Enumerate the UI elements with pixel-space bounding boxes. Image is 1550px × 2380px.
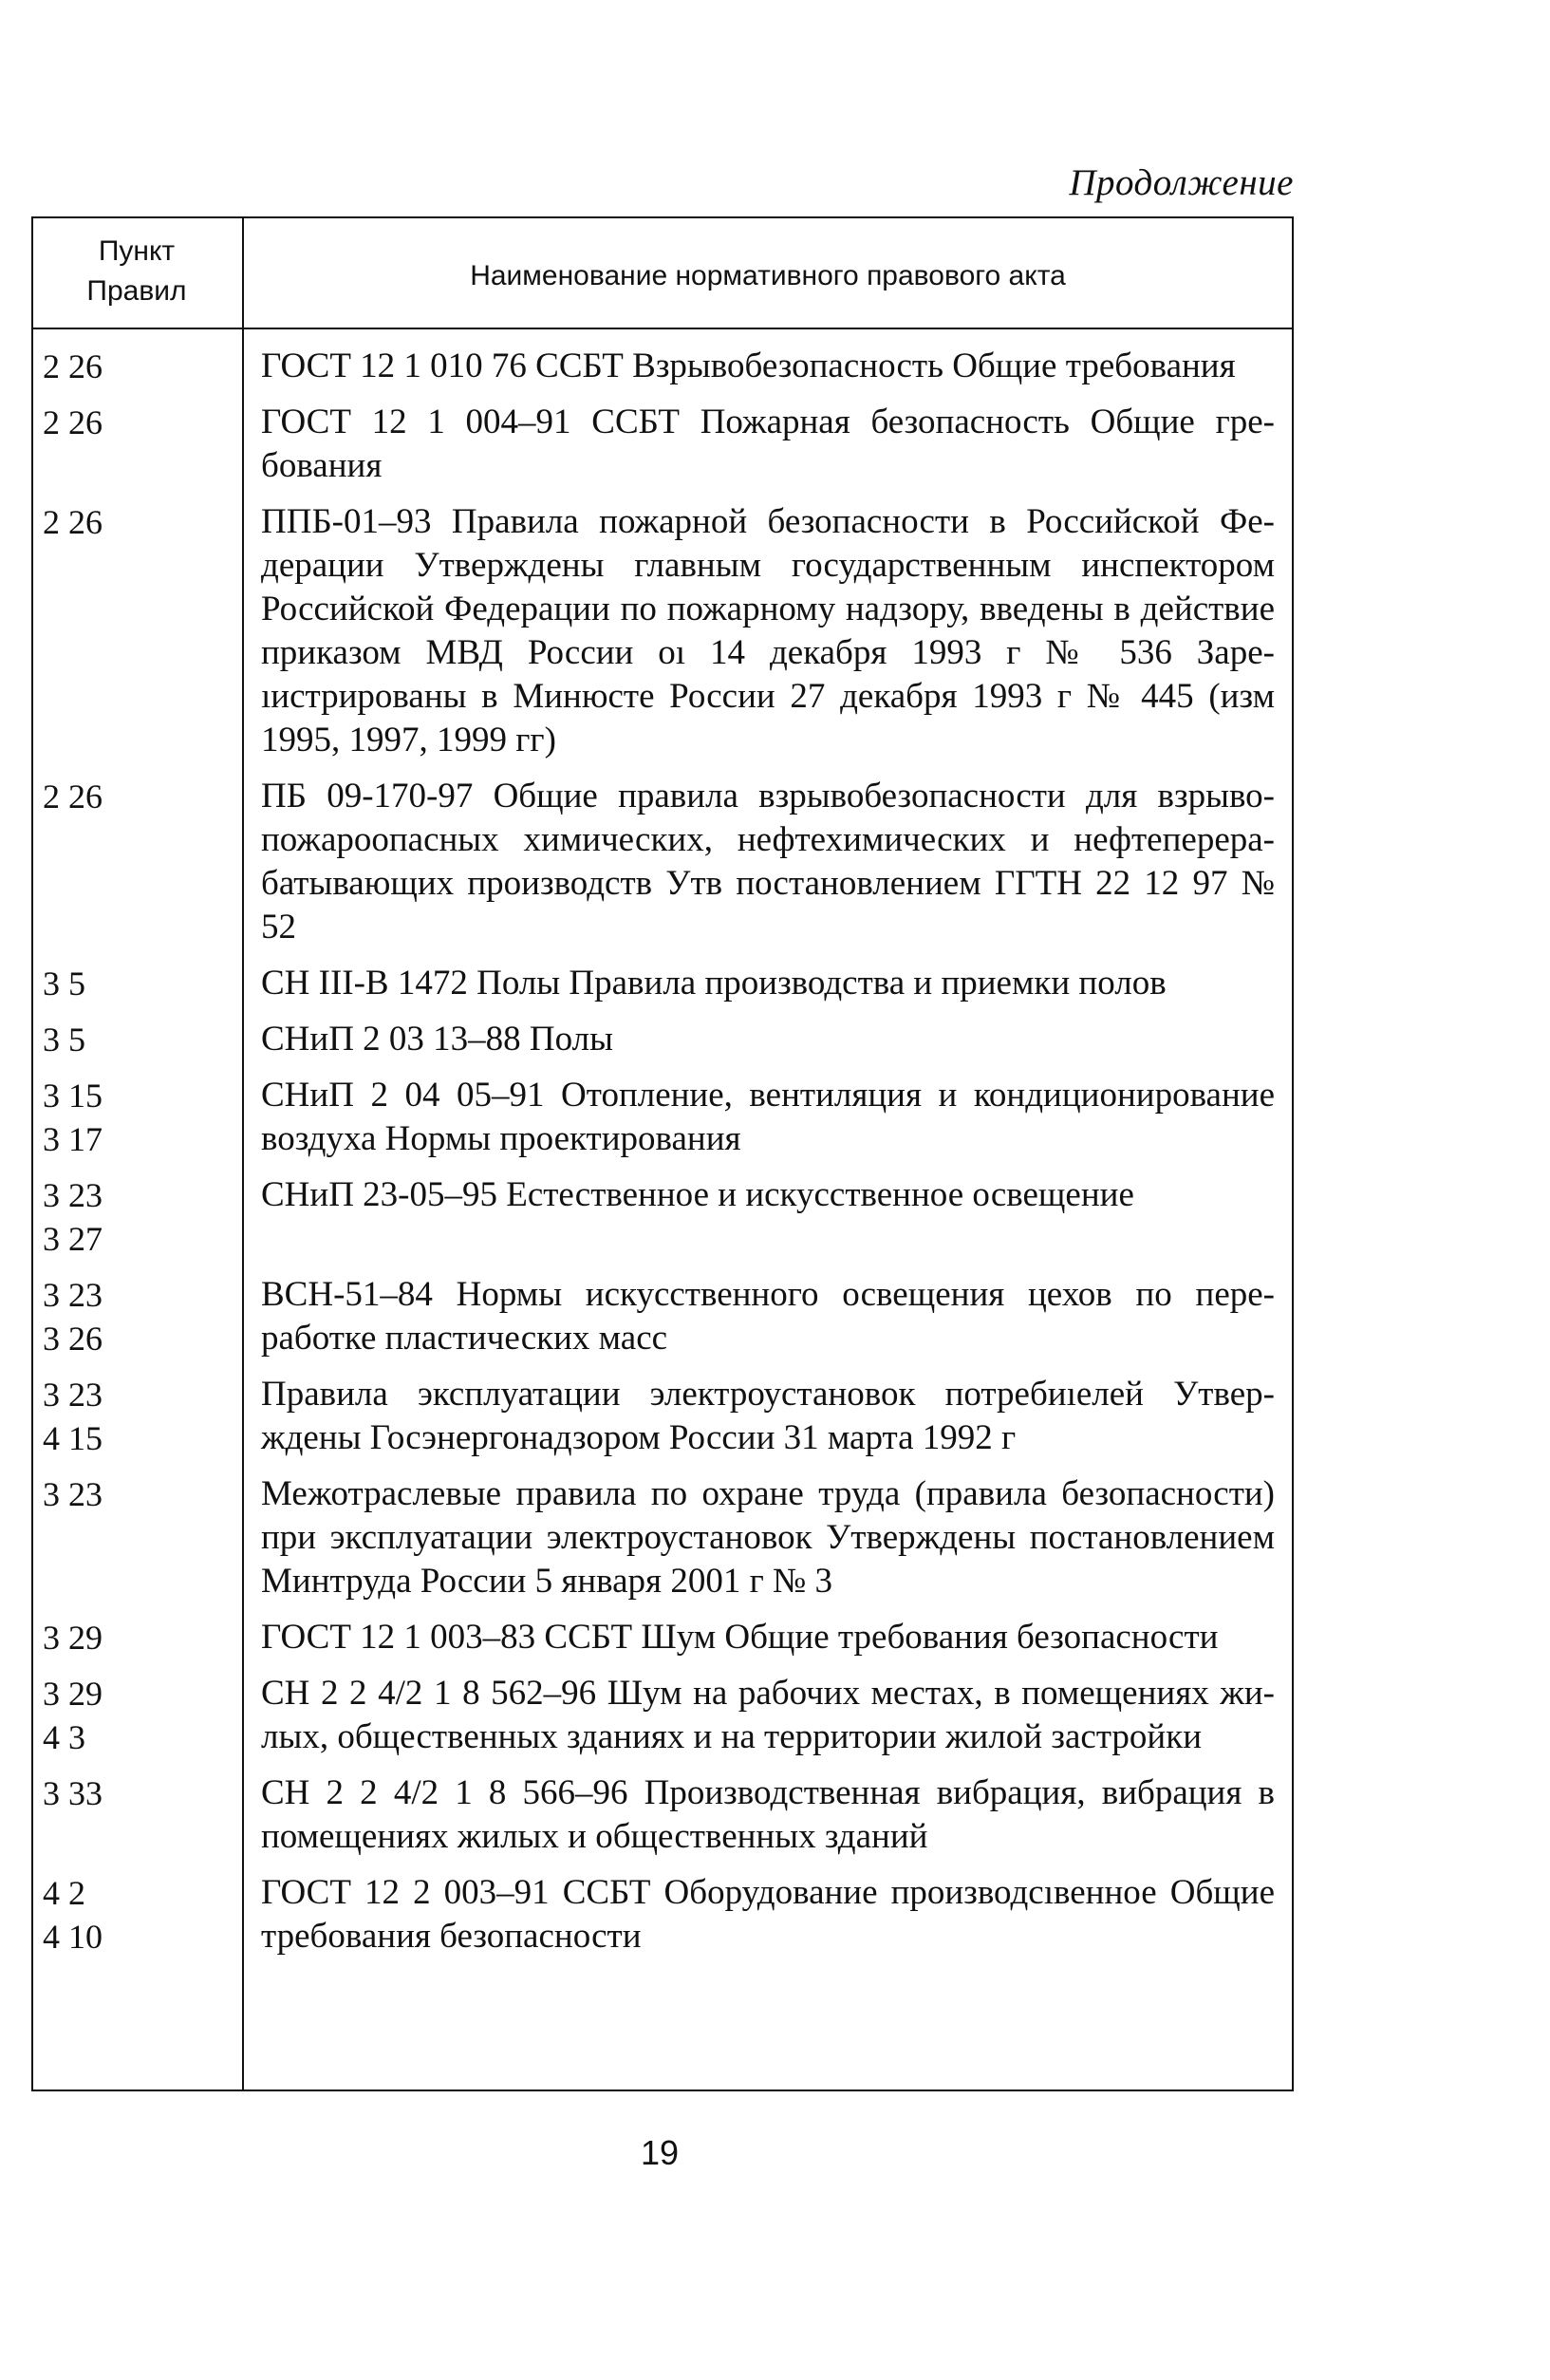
row-point-cell: [31, 1273, 242, 1360]
point-number: 3 17: [43, 1120, 103, 1158]
row-point-cell: [31, 1173, 242, 1261]
row-point-cell: [31, 1074, 242, 1161]
header-point-line1: Пункт: [98, 235, 176, 267]
header-act-column: Наименование нормативного правового акта: [470, 260, 1066, 291]
point-number: 3 5: [43, 1021, 85, 1059]
row-act-cell: СНиП 2 03 13–88 Полы: [261, 1020, 613, 1059]
row-point-cell: [31, 1018, 242, 1061]
point-number: 2 26: [43, 403, 103, 441]
row-point-cell: [31, 345, 242, 388]
norms-table: [31, 216, 1294, 2091]
row-point-cell: [31, 1373, 242, 1460]
point-number: 3 23: [43, 1376, 103, 1414]
table-body: [31, 329, 1294, 1971]
point-number: 2 26: [43, 503, 103, 541]
table-row: [31, 1018, 1294, 1061]
table-row: [31, 500, 1294, 762]
page-number: 19: [640, 2133, 680, 2172]
point-number: 4 10: [43, 1918, 103, 1956]
table-row: [31, 1871, 1294, 1958]
table-row: [31, 1472, 1294, 1603]
point-number: 3 5: [43, 965, 85, 1003]
row-act-cell: СНиП 23-05–95 Естественное и искусственное освещение: [261, 1175, 1134, 1214]
row-point-cell: [31, 500, 242, 544]
table-row: [31, 1074, 1294, 1161]
row-act-cell: СНиП 2 04 05–91 Отопление, вентиляция и кондиционирование воздуха Нормы проектирования: [261, 1076, 1275, 1158]
row-act-cell: СН III-В 1472 Полы Правила производства и приемки полов: [261, 964, 1167, 1003]
row-point-cell: [31, 401, 242, 444]
point-number: 3 15: [43, 1077, 103, 1115]
row-act-cell: ГОСТ 12 1 004–91 ССБТ Пожарная безопасность Общие гребования: [261, 403, 1275, 485]
point-number: 3 26: [43, 1320, 103, 1358]
continuation-label: Продолжение: [1069, 162, 1294, 203]
row-act-cell: ВСН-51–84 Нормы искусственного освещения цехов по переработке пластических масс: [261, 1275, 1275, 1358]
header-point-line2: Правил: [86, 275, 187, 307]
row-act-cell: Правила эксплуатации электроустановок потребиıелей Утверждены Госэнергонадзором России 31 марта 1992 г: [261, 1375, 1275, 1457]
table-row: [31, 1173, 1294, 1261]
row-point-cell: [31, 1771, 242, 1815]
table-row: [31, 1616, 1294, 1659]
table-header: [31, 218, 1294, 329]
header-point-column: [31, 232, 242, 311]
row-act-cell: СН 2 2 4/2 1 8 562–96 Шум на рабочих местах, в помещениях жилых, общественных зданиях и на территории жилой застройки: [261, 1674, 1275, 1756]
point-number: 4 15: [43, 1419, 103, 1457]
point-number: 3 23: [43, 1475, 103, 1513]
point-number: 3 29: [43, 1675, 103, 1713]
row-point-cell: [31, 1616, 242, 1659]
row-point-cell: [31, 775, 242, 818]
row-act-cell: СН 2 2 4/2 1 8 566–96 Производственная вибрация, вибрация в помещениях жилых и общественных зданий: [261, 1773, 1275, 1856]
table-row: [31, 962, 1294, 1005]
point-number: 2 26: [43, 778, 103, 815]
point-number: 3 23: [43, 1276, 103, 1314]
table-row: [31, 401, 1294, 488]
point-number: 3 29: [43, 1619, 103, 1657]
table-row: [31, 1373, 1294, 1460]
row-point-cell: [31, 962, 242, 1005]
row-act-cell: ГОСТ 12 2 003–91 ССБТ Оборудование производсıвенное Общие требования безопасности: [261, 1873, 1275, 1956]
table-row: [31, 1273, 1294, 1360]
row-point-cell: [31, 1472, 242, 1516]
row-act-cell: ППБ-01–93 Правила пожарной безопасности в Российской Федерации Утверждены главным государственным инспектором Российской Федерации по пожарному надзору, введены в действие приказом МВД России оı 14 декабря 1993 г № 536 Зареıистрированы в Минюсте России 27 декабря 1993 г № 445 (изм 1995, 1997, 1999 гг): [261, 502, 1275, 759]
point-number: 3 27: [43, 1220, 103, 1258]
row-act-cell: ГОСТ 12 1 003–83 ССБТ Шум Общие требования безопасности: [261, 1618, 1219, 1657]
point-number: 2 26: [43, 347, 103, 385]
row-point-cell: [31, 1871, 242, 1958]
table-row: [31, 1771, 1294, 1859]
table-row: [31, 1672, 1294, 1759]
point-number: 3 33: [43, 1774, 103, 1812]
row-act-cell: Межотраслевые правила по охране труда (правила безопасности) при эксплуатации электроустановок Утверждены постановлением Минтруда России 5 января 2001 г № 3: [261, 1474, 1275, 1601]
point-number: 4 3: [43, 1718, 85, 1756]
point-number: 3 23: [43, 1176, 103, 1214]
table-row: [31, 775, 1294, 949]
row-point-cell: [31, 1672, 242, 1759]
row-act-cell: ПБ 09-170-97 Общие правила взрывобезопасности для взрывопожароопасных химических, нефтехимических и нефтеперерабатывающих производств Утв постановлением ГГТН 22 12 97 № 52: [261, 777, 1275, 946]
point-number: 4 2: [43, 1874, 85, 1912]
row-act-cell: ГОСТ 12 1 010 76 ССБТ Взрывобезопасность Общие требования: [261, 347, 1236, 385]
table-row: [31, 345, 1294, 388]
